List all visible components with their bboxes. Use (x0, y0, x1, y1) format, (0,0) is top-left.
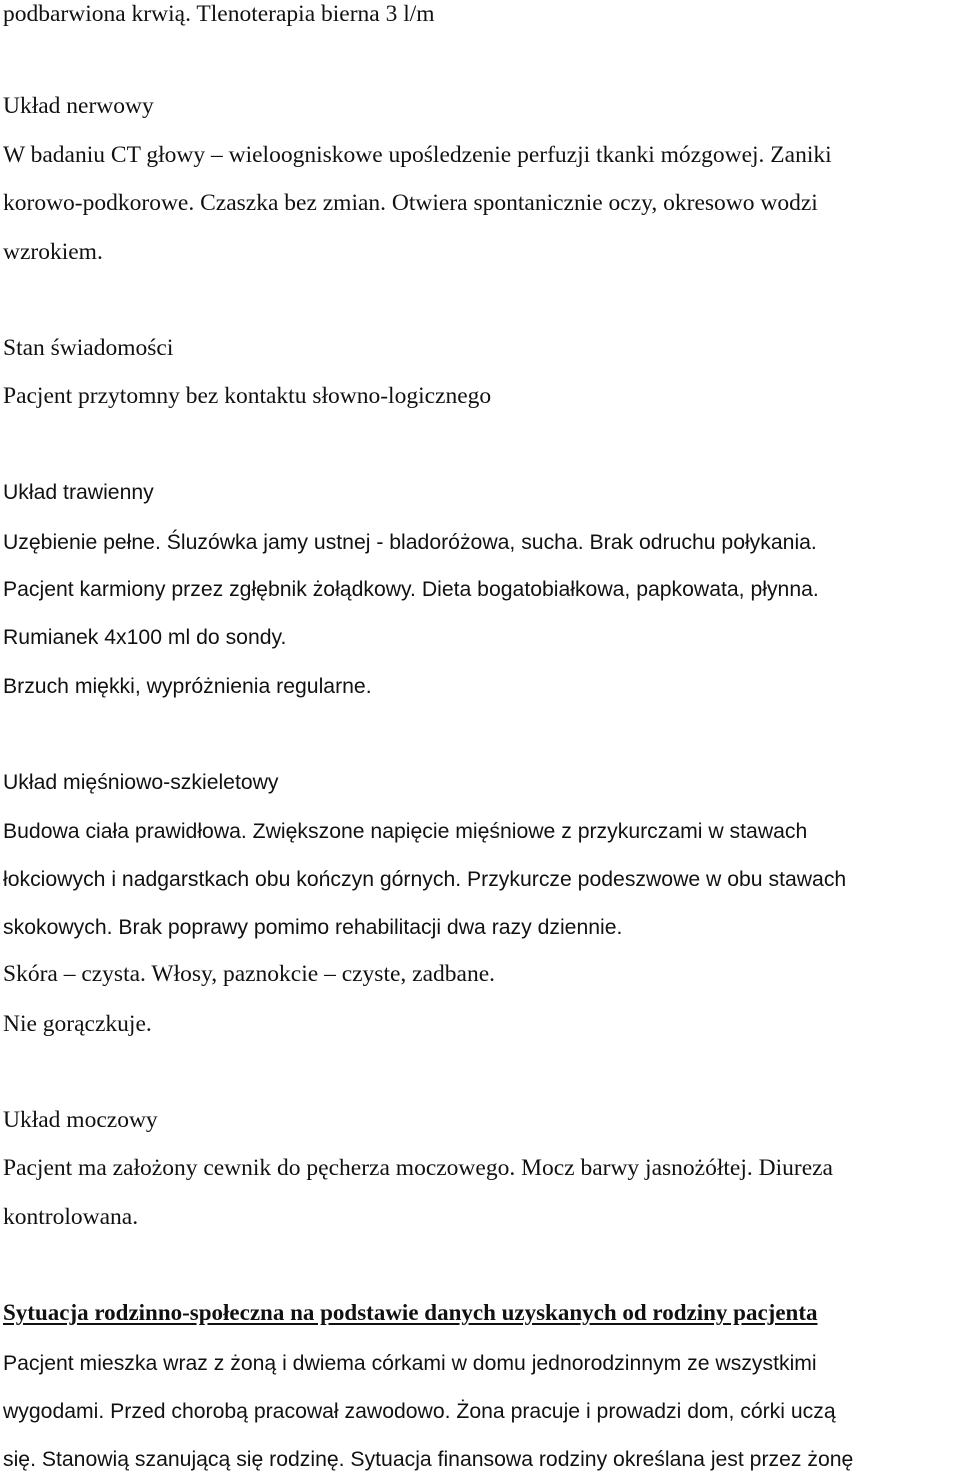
section-heading-family-social: Sytuacja rodzinno-społeczna na podstawie danych uzyskanych od rodziny pacjenta (3, 1300, 818, 1325)
text-line: Pacjent przytomny bez kontaktu słowno-logicznego (3, 383, 492, 409)
section-heading-consciousness: Stan świadomości (3, 335, 174, 361)
text-line: Nie gorączkuje. (3, 1011, 152, 1037)
text-line: kontrolowana. (3, 1204, 139, 1230)
text-line: Budowa ciała prawidłowa. Zwiększone napięcie mięśniowe z przykurczami w stawach (3, 820, 808, 843)
text-line: skokowych. Brak poprawy pomimo rehabilitacji dwa razy dziennie. (3, 916, 623, 939)
section-heading-musculoskeletal: Układ mięśniowo-szkieletowy (3, 771, 279, 794)
text-line: Pacjent ma założony cewnik do pęcherza moczowego. Mocz barwy jasnożółtej. Diureza (3, 1155, 833, 1181)
text-line: korowo-podkorowe. Czaszka bez zmian. Otwiera spontanicznie oczy, okresowo wodzi (3, 190, 818, 216)
text-line: wygodami. Przed chorobą pracował zawodowo. Żona pracuje i prowadzi dom, córki uczą (3, 1400, 836, 1423)
text-line: łokciowych i nadgarstkach obu kończyn górnych. Przykurcze podeszwowe w obu stawach (3, 868, 847, 891)
text-line: W badaniu CT głowy – wieloogniskowe upośledzenie perfuzji tkanki mózgowej. Zaniki (3, 142, 832, 168)
section-heading-nervous: Układ nerwowy (3, 93, 154, 119)
text-line: Rumianek 4x100 ml do sondy. (3, 626, 287, 649)
text-line: Brzuch miękki, wypróżnienia regularne. (3, 675, 372, 698)
text-line: Skóra – czysta. Włosy, paznokcie – czyste, zadbane. (3, 961, 496, 987)
text-line: Uzębienie pełne. Śluzówka jamy ustnej - bladoróżowa, sucha. Brak odruchu połykania. (3, 531, 817, 554)
text-line: Pacjent karmiony przez zgłębnik żołądkowy. Dieta bogatobiałkowa, papkowata, płynna. (3, 578, 819, 601)
section-heading-urinary: Układ moczowy (3, 1107, 158, 1133)
text-line: podbarwiona krwią. Tlenoterapia bierna 3 l/m (3, 1, 435, 27)
text-line: wzrokiem. (3, 239, 103, 265)
section-heading-digestive: Układ trawienny (3, 481, 154, 504)
text-line: się. Stanowią szanującą się rodzinę. Sytuacja finansowa rodziny określana jest przez żonę (3, 1448, 854, 1471)
text-line: Pacjent mieszka wraz z żoną i dwiema córkami w domu jednorodzinnym ze wszystkimi (3, 1352, 817, 1375)
